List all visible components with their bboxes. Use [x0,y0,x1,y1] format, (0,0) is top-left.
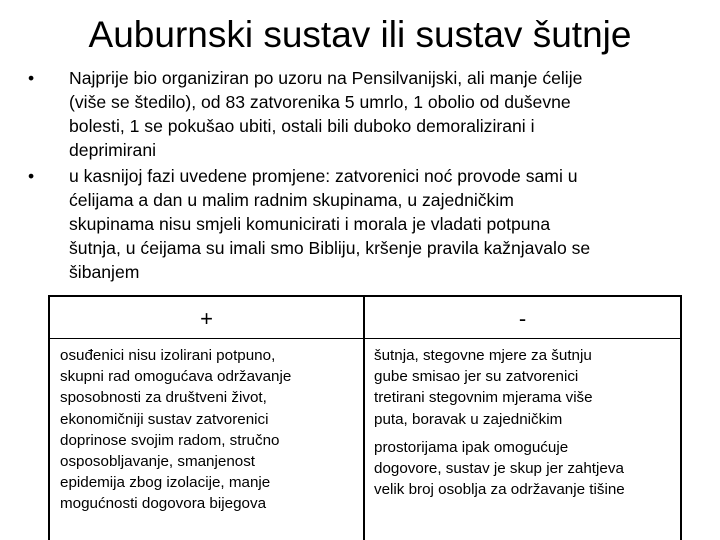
bullet-line: ćelijama a dan u malim radnim skupinama, u zajedničkim [69,190,514,210]
pros-line: osposobljavanje, smanjenost [60,453,256,471]
cons-paragraph-2 [374,437,676,501]
bullet-line: u kasnijoj fazi uvedene promjene: zatvorenici noć provode sami u [69,166,578,186]
pros-line: doprinose svojim radom, stručno [60,431,280,449]
cons-header: - [518,306,527,331]
pros-line: ekonomičniji sustav zatvorenici [60,410,269,428]
pros-cons-table [48,295,682,540]
cons-paragraph-1 [374,345,676,430]
cons-line: dogovore, sustav je skup jer zahtjeva [374,460,624,478]
cons-line: tretirani stegovnim mjerama više [374,389,593,407]
pros-line: epidemija zbog izolacije, manje [60,474,271,492]
bullet-marker: • [28,166,35,186]
pros-header: + [200,306,213,331]
pros-line: skupni rad omogućava održavanje [60,368,292,386]
bullet-item-1 [28,66,700,162]
bullet-item-2 [28,164,700,284]
cons-line: gube smisao jer su zatvorenici [374,368,579,386]
cons-line: šutnja, stegovne mjere za šutnju [374,347,592,364]
pros-line: osuđenici nisu izolirani potpuno, [60,347,276,364]
cons-cell [374,345,676,500]
bullet-list [28,66,700,286]
bullet-line: šutnja, u ćeijama su imali smo Bibliju, kršenje pravila kažnjavalo se [69,238,591,258]
cons-line: velik broj osoblja za održavanje tišine [374,481,625,499]
bullet-line: bolesti, 1 se pokušao ubiti, ostali bili duboko demoralizirani i [69,116,535,136]
bullet-line: šibanjem [69,262,140,282]
bullet-line: Najprije bio organiziran po uzoru na Pensilvanijski, ali manje ćelije [69,68,583,88]
cons-line: prostorijama ipak omogućuje [374,438,569,456]
pros-line: mogućnosti dogovora bijegova [60,495,267,513]
pros-line: sposobnosti za društveni život, [60,389,267,407]
bullet-line: skupinama nisu smjeli komunicirati i morala je vladati potpuna [69,214,551,234]
bullet-line: deprimirani [69,140,157,160]
table-header-divider [50,338,680,339]
pros-cell [60,345,358,515]
cons-line: puta, boravak u zajedničkim [374,410,563,428]
bullet-marker: • [28,68,35,88]
bullet-line: (više se štedilo), od 83 zatvorenika 5 umrlo, 1 obolio od duševne [69,92,571,112]
slide-title: Auburnski sustav ili sustav šutnje [88,14,632,55]
